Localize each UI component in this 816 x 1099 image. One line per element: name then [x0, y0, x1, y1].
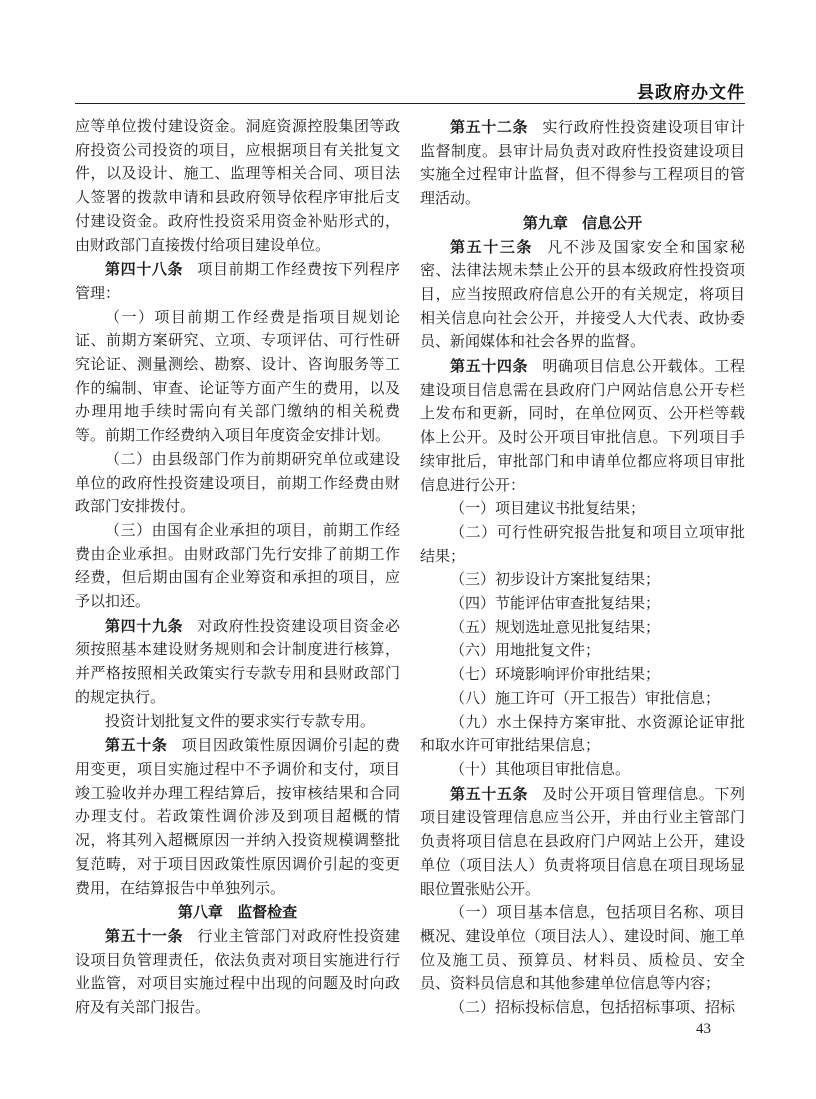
paragraph [420, 640, 745, 664]
paragraph [75, 925, 400, 1021]
paragraph [420, 569, 745, 593]
paragraph [420, 236, 745, 356]
header-title: 县政府办文件 [637, 83, 745, 102]
paragraph-text: 应等单位拨付建设资金。洞庭资源控股集团等政府投资公司投资的项目，应根据项目有关批复文件，以及设计、施工、监理等相关合同、项目法人签署的拨款申请和县政府领导依程序审批后支付建设资金。政府性投资采用资金补贴形式的，由财政部门直接拨付给项目建设单位。 [75, 119, 400, 254]
article-number: 第五十条 [105, 737, 168, 755]
article-number: 第五十五条 [450, 785, 529, 803]
chapter-heading [75, 901, 400, 925]
paragraph-text: （二）可行性研究报告批复和项目立项审批结果； [420, 524, 745, 565]
paragraph-text: （六）用地批复文件； [450, 643, 601, 660]
paragraph [420, 664, 745, 688]
article-number: 第四十八条 [105, 261, 184, 279]
paragraph-text: 投资计划批复文件的要求实行专款专用。 [105, 713, 376, 730]
page-header [75, 78, 745, 103]
paragraph [75, 116, 400, 258]
content-columns [75, 116, 745, 1021]
header-rule [75, 103, 745, 104]
paragraph [420, 783, 745, 903]
article-number: 第五十四条 [450, 358, 529, 376]
paragraph-text: 项目前期工作经费按下列程序管理： [75, 262, 400, 302]
paragraph-text: （八）施工许可（开工报告）审批信息； [450, 690, 721, 707]
paragraph-text: （一）项目前期工作经费是指项目规划论证、前期方案研究、立项、专项评估、可行性研究论证、测量测绘、勘察、设计、咨询服务等工作的编制、审查、论证等方面产生的费用，以及办理用地手续时需向有关部门缴纳的相关税费等。前期工作经费纳入项目年度资金安排计划。 [75, 309, 400, 445]
article-number: 第五十一条 [105, 927, 184, 945]
article-number: 第四十九条 [105, 617, 184, 635]
paragraph [420, 116, 745, 212]
left-column [75, 116, 400, 1021]
article-number: 第五十三条 [450, 238, 534, 256]
paragraph [420, 688, 745, 712]
paragraph [75, 307, 400, 449]
paragraph-text: 项目因政策性原因调价引起的费用变更，项目实施过程中不予调价和支付，项目竣工验收并办理工程结算后，按审核结果和合同办理支付。若政策性调价涉及到项目超概的情况，将其列入超概原因一并纳入投资规模调整批复范畴，对于项目因政策性原因调价引起的变更费用，在结算报告中单独列示。 [75, 738, 400, 897]
paragraph [420, 759, 745, 783]
paragraph [420, 902, 745, 997]
paragraph [420, 997, 745, 1021]
paragraph-text: （七）环境影响评价审批结果； [450, 667, 661, 684]
chapter-heading [420, 212, 745, 236]
paragraph-text: 实行政府性投资建设项目审计监督制度。县审计局负责对政府性投资建设项目实施全过程审计监督，但不得参与工程项目的管理活动。 [420, 120, 745, 208]
paragraph-text: （二）由县级部门作为前期研究单位或建设单位的政府性投资建设项目，前期工作经费由财政部门安排拨付。 [75, 451, 400, 516]
article-number: 第五十二条 [450, 119, 529, 136]
paragraph-text: （一）项目基本信息，包括项目名称、项目概况、建设单位（项目法人）、建设时间、施工单位及施工员、预算员、材料员、质检员、安全员、资料员信息和其他参建单位信息等内容； [420, 905, 745, 993]
page-number: 43 [696, 1021, 711, 1037]
paragraph-text: （三）初步设计方案批复结果； [450, 572, 661, 589]
paragraph [75, 615, 400, 711]
paragraph-text: 行业主管部门对政府性投资建设项目负管理责任，依法负责对项目实施进行行业监管，对项目实施过程中出现的问题及时向政府及有关部门报告。 [75, 928, 400, 1017]
paragraph [420, 712, 745, 759]
paragraph [420, 498, 745, 522]
paragraph-text: （五）规划选址意见批复结果； [450, 619, 661, 636]
paragraph [75, 711, 400, 735]
paragraph [75, 734, 400, 901]
paragraph [75, 258, 400, 306]
paragraph-text: 凡不涉及国家安全和国家秘密、法律法规未禁止公开的县本级政府性投资项目，应当按照政府信息公开的有关规定，将项目相关信息向社会公开，并接受人大代表、政协委员、新闻媒体和社会各界的监督。 [420, 239, 745, 351]
paragraph [75, 520, 400, 615]
paragraph-text: （四）节能评估审查批复结果； [450, 596, 661, 613]
paragraph [420, 522, 745, 569]
chapter-number: 第八章 [177, 904, 223, 922]
right-column [420, 116, 745, 1021]
paragraph-text: （十）其他项目审批信息。 [450, 761, 631, 778]
paragraph-text: （九）水土保持方案审批、水资源论证审批和取水许可审批结果信息； [420, 714, 745, 755]
paragraph-text: 明确项目信息公开载体。工程建设项目信息需在县政府门户网站信息公开专栏上发布和更新，同时，在单位网页、公开栏等载体上公开。及时公开项目审批信息。下列项目手续审批后，审批部门和申请单位都应将项目审批信息进行公开： [420, 359, 745, 494]
paragraph-text: 监督检查 [237, 904, 298, 922]
paragraph [420, 355, 745, 498]
paragraph-text: （一）项目建议书批复结果； [450, 501, 646, 518]
paragraph [420, 617, 745, 641]
paragraph-text: 对政府性投资建设项目资金必须按照基本建设财务规则和会计制度进行核算，并严格按照相关政策实行专款专用和县财政部门的规定执行。 [75, 618, 400, 706]
paragraph [420, 593, 745, 617]
paragraph-text: （二）招标投标信息，包括招标事项、招标 [450, 1000, 736, 1017]
chapter-number: 第九章 [522, 214, 568, 232]
paragraph-text: 信息公开 [582, 214, 643, 232]
paragraph-text: 及时公开项目管理信息。下列项目建设管理信息应当公开，并由行业主管部门负责将项目信息在县政府门户网站上公开，建设单位（项目法人）负责将项目信息在项目现场显眼位置张贴公开。 [420, 786, 745, 898]
paragraph [75, 449, 400, 520]
paragraph-text: （三）由国有企业承担的项目，前期工作经费由企业承担。由财政部门先行安排了前期工作经费，但后期由国有企业筹资和承担的项目，应予以扣还。 [75, 522, 400, 611]
